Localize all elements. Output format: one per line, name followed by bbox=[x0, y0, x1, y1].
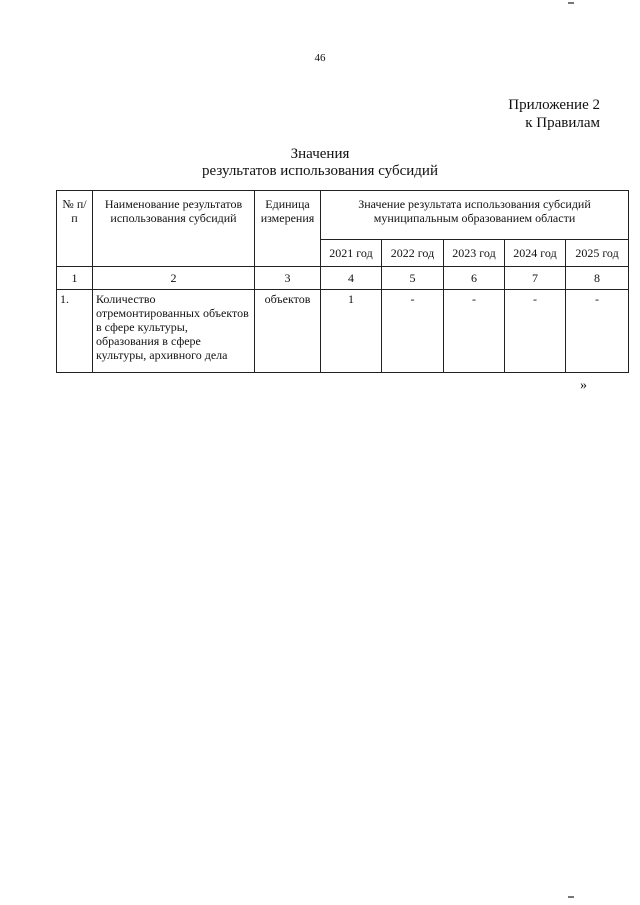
title-line-2: результатов использования субсидий bbox=[202, 163, 438, 179]
column-number: 3 bbox=[255, 267, 321, 290]
closing-quote: » bbox=[580, 378, 587, 393]
header-year-2022: 2022 год bbox=[382, 240, 444, 267]
header-name: Наименование результатов использования субсидий bbox=[93, 191, 255, 267]
row-value-2021: 1 bbox=[321, 290, 382, 373]
column-numbers-row bbox=[57, 267, 629, 290]
row-value-2025: - bbox=[566, 290, 629, 373]
row-num: 1. bbox=[57, 290, 93, 373]
header-value-group: Значение результата использования субсидий муниципальным образованием области bbox=[321, 191, 629, 240]
column-number: 1 bbox=[57, 267, 93, 290]
row-value-2024: - bbox=[505, 290, 566, 373]
row-value-2023: - bbox=[444, 290, 505, 373]
column-number: 4 bbox=[321, 267, 382, 290]
page-number: 46 bbox=[314, 52, 326, 64]
column-number: 5 bbox=[382, 267, 444, 290]
header-year-2021: 2021 год bbox=[321, 240, 382, 267]
header-unit: Единица измерения bbox=[255, 191, 321, 267]
row-value-2022: - bbox=[382, 290, 444, 373]
row-name: Количество отремонтированных объектов в сфере культуры, образования в сфере культуры, архивного дела bbox=[93, 290, 255, 373]
column-number: 8 bbox=[566, 267, 629, 290]
table-row bbox=[57, 290, 629, 373]
scan-mark bbox=[568, 2, 574, 4]
appendix-line-1: Приложение 2 bbox=[508, 97, 600, 113]
column-number: 7 bbox=[505, 267, 566, 290]
header-year-2023: 2023 год bbox=[444, 240, 505, 267]
results-table bbox=[56, 190, 629, 373]
scan-mark bbox=[568, 896, 574, 898]
column-number: 6 bbox=[444, 267, 505, 290]
appendix-heading bbox=[508, 96, 600, 132]
header-num: № п/п bbox=[57, 191, 93, 267]
title-line-1: Значения bbox=[290, 146, 350, 162]
row-unit: объектов bbox=[255, 290, 321, 373]
document-title bbox=[0, 146, 640, 180]
column-number: 2 bbox=[93, 267, 255, 290]
header-year-2024: 2024 год bbox=[505, 240, 566, 267]
appendix-line-2: к Правилам bbox=[525, 115, 600, 131]
header-year-2025: 2025 год bbox=[566, 240, 629, 267]
